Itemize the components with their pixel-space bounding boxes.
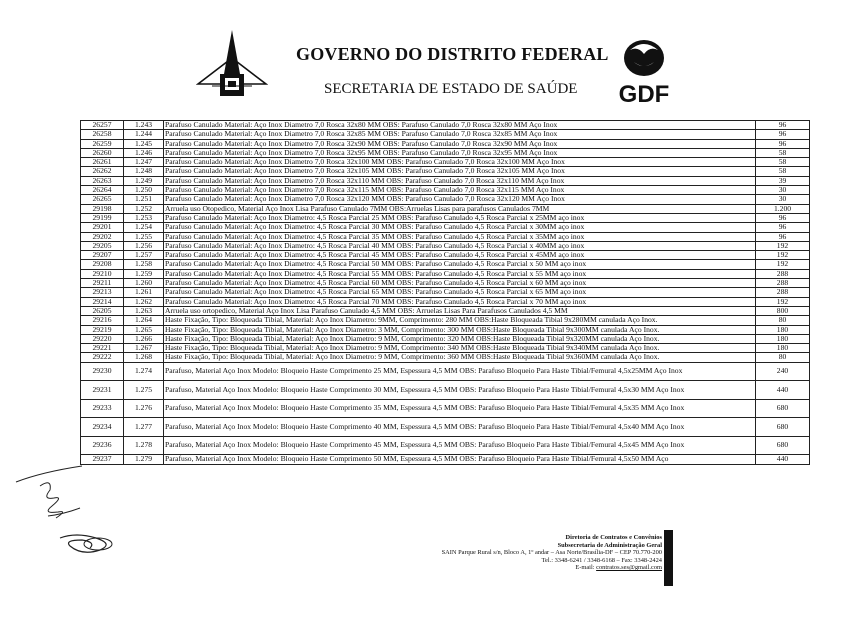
item-number-cell: 1.278	[124, 436, 164, 455]
footer-address-line: SAIN Parque Rural s/n, Bloco A, 1º andar – Asa Norte/Brasília-DF – CEP 70.770-200	[441, 549, 662, 557]
handwritten-signature	[12, 456, 92, 526]
handwritten-initials	[56, 530, 124, 556]
table-row	[81, 121, 810, 130]
item-quantity-cell: 58	[756, 167, 810, 176]
item-number-cell: 1.245	[124, 139, 164, 148]
item-quantity-cell: 30	[756, 195, 810, 204]
table-row	[81, 279, 810, 288]
item-code-cell: 29211	[81, 279, 124, 288]
item-quantity-cell: 440	[756, 455, 810, 464]
item-quantity-cell: 96	[756, 213, 810, 222]
item-description-cell: Parafuso, Material Aço Inox Modelo: Bloqueio Haste Comprimento 30 MM, Espessura 4,5 MM OBS: Parafuso Bloqueio Para Haste Tibial/Femural 4,5x30 MM Aço Inox	[164, 381, 756, 400]
table-row	[81, 167, 810, 176]
table-row	[81, 297, 810, 306]
item-code-cell: 29222	[81, 353, 124, 362]
item-code-cell: 29230	[81, 362, 124, 381]
table-row	[81, 455, 810, 464]
gdf-logo-text: GDF	[618, 81, 670, 108]
item-quantity-cell: 800	[756, 306, 810, 315]
item-code-cell: 29231	[81, 381, 124, 400]
item-quantity-cell: 440	[756, 381, 810, 400]
item-description-cell: Parafuso Canulado Material: Aço Inox Diametro: 4,5 Rosca Parcial 55 MM OBS: Parafuso Canulado 4,5 Rosca Parcial x 55 MM aço inox	[164, 269, 756, 278]
item-number-cell: 1.248	[124, 167, 164, 176]
footer-subsecretariat: Subsecretaria de Administração Geral	[557, 541, 662, 549]
item-number-cell: 1.262	[124, 297, 164, 306]
item-description-cell: Parafuso Canulado Material: Aço Inox Diametro: 4,5 Rosca Parcial 65 MM OBS: Parafuso Canulado 4,5 Rosca Parcial x 65 MM aço inox	[164, 288, 756, 297]
item-code-cell: 26263	[81, 176, 124, 185]
item-number-cell: 1.257	[124, 251, 164, 260]
footer-bar	[664, 530, 673, 586]
table-row	[81, 148, 810, 157]
footer-email-line	[390, 564, 662, 572]
item-code-cell: 29220	[81, 334, 124, 343]
item-description-cell: Haste Fixação, Tipo: Bloqueada Tibial, Material: Aço Inox Diametro: 9 MM, Comprimento: 320 MM OBS:Haste Bloqueada Tibial 9x320MM canulada Aço Inox.	[164, 334, 756, 343]
table-row	[81, 381, 810, 400]
table-row	[81, 213, 810, 222]
table-row	[81, 204, 810, 213]
table-row	[81, 139, 810, 148]
item-number-cell: 1.253	[124, 213, 164, 222]
item-code-cell: 29198	[81, 204, 124, 213]
item-quantity-cell: 58	[756, 158, 810, 167]
item-code-cell: 29210	[81, 269, 124, 278]
item-code-cell: 29213	[81, 288, 124, 297]
table-row	[81, 130, 810, 139]
item-code-cell: 26262	[81, 167, 124, 176]
item-quantity-cell: 192	[756, 297, 810, 306]
item-quantity-cell: 180	[756, 334, 810, 343]
item-number-cell: 1.247	[124, 158, 164, 167]
item-code-cell: 26265	[81, 195, 124, 204]
table-row	[81, 436, 810, 455]
item-code-cell: 29221	[81, 344, 124, 353]
item-number-cell: 1.264	[124, 316, 164, 325]
item-quantity-cell: 192	[756, 241, 810, 250]
item-number-cell: 1.279	[124, 455, 164, 464]
item-description-cell: Parafuso Canulado Material: Aço Inox Diametro: 4,5 Rosca Parcial 30 MM OBS: Parafuso Canulado 4,5 Rosca Parcial x 30MM aço inox	[164, 223, 756, 232]
item-quantity-cell: 680	[756, 399, 810, 418]
item-number-cell: 1.260	[124, 279, 164, 288]
items-table	[80, 120, 810, 465]
item-code-cell: 29219	[81, 325, 124, 334]
item-number-cell: 1.249	[124, 176, 164, 185]
table-row	[81, 353, 810, 362]
table-row	[81, 306, 810, 315]
item-quantity-cell: 96	[756, 139, 810, 148]
item-quantity-cell: 96	[756, 130, 810, 139]
item-quantity-cell: 192	[756, 251, 810, 260]
footer-email-link[interactable]: contratos.ses@gmail.com	[596, 564, 662, 572]
item-code-cell: 29236	[81, 436, 124, 455]
item-number-cell: 1.266	[124, 334, 164, 343]
footer-phone: Tel.: 3348-6241 / 3348-6168 – Fax: 3348-2424	[541, 556, 662, 564]
item-code-cell: 29208	[81, 260, 124, 269]
brasilia-emblem-logo	[196, 28, 268, 104]
item-number-cell: 1.243	[124, 121, 164, 130]
item-number-cell: 1.275	[124, 381, 164, 400]
item-description-cell: Parafuso Canulado Material: Aço Inox Diametro 7,0 Rosca 32x115 MM OBS: Parafuso Canulado 7,0 Rosca 32x115 MM Aço Inox	[164, 186, 756, 195]
item-quantity-cell: 240	[756, 362, 810, 381]
table-row	[81, 418, 810, 437]
table-row	[81, 223, 810, 232]
item-quantity-cell: 288	[756, 288, 810, 297]
footer-address	[390, 534, 662, 572]
item-quantity-cell: 680	[756, 418, 810, 437]
item-quantity-cell: 80	[756, 353, 810, 362]
item-code-cell: 26205	[81, 306, 124, 315]
item-description-cell: Arruela uso Otopedico, Material Aço Inox Lisa Parafuso Canulado 7MM OBS:Arruelas Lisas para parafusos Canulados 7MM	[164, 204, 756, 213]
item-quantity-cell: 58	[756, 148, 810, 157]
table-row	[81, 241, 810, 250]
item-number-cell: 1.258	[124, 260, 164, 269]
table-row	[81, 195, 810, 204]
gdf-logo	[604, 36, 684, 108]
item-code-cell: 26259	[81, 139, 124, 148]
item-description-cell: Parafuso Canulado Material: Aço Inox Diametro: 4,5 Rosca Parcial 40 MM OBS: Parafuso Canulado 4,5 Rosca Parcial x 40MM aço inox	[164, 241, 756, 250]
item-quantity-cell: 288	[756, 279, 810, 288]
table-row	[81, 325, 810, 334]
item-description-cell: Haste Fixação, Tipo: Bloqueada Tibial, Material: Aço Inox Diametro: 9 MM, Comprimento: 340 MM OBS:Haste Bloqueada Tibial 9x340MM canulada Aço Inox.	[164, 344, 756, 353]
item-description-cell: Arruela uso ortopedico, Material Aço Inox Lisa Parafuso Canulado 4,5 MM OBS: Arruelas Lisas Para Parafusos Canulados 4,5 MM	[164, 306, 756, 315]
item-code-cell: 29214	[81, 297, 124, 306]
table-row	[81, 344, 810, 353]
footer-email-label: E-mail:	[575, 564, 595, 572]
item-number-cell: 1.267	[124, 344, 164, 353]
item-quantity-cell: 680	[756, 436, 810, 455]
page-subtitle: SECRETARIA DE ESTADO DE SAÚDE	[324, 81, 578, 97]
item-code-cell: 29234	[81, 418, 124, 437]
item-number-cell: 1.263	[124, 306, 164, 315]
item-description-cell: Parafuso Canulado Material: Aço Inox Diametro 7,0 Rosca 32x120 MM OBS: Parafuso Canulado 7,0 Rosca 32x120 MM Aço Inox	[164, 195, 756, 204]
item-number-cell: 1.246	[124, 148, 164, 157]
table-row	[81, 334, 810, 343]
table-row	[81, 260, 810, 269]
item-number-cell: 1.261	[124, 288, 164, 297]
items-table-body	[81, 121, 810, 465]
item-number-cell: 1.251	[124, 195, 164, 204]
item-quantity-cell: 39	[756, 176, 810, 185]
item-code-cell: 26264	[81, 186, 124, 195]
item-code-cell: 29233	[81, 399, 124, 418]
item-code-cell: 29216	[81, 316, 124, 325]
item-quantity-cell: 30	[756, 186, 810, 195]
item-code-cell: 29205	[81, 241, 124, 250]
item-code-cell: 26258	[81, 130, 124, 139]
item-number-cell: 1.268	[124, 353, 164, 362]
item-description-cell: Parafuso Canulado Material: Aço Inox Diametro 7,0 Rosca 32x105 MM OBS: Parafuso Canulado 7,0 Rosca 32x105 MM Aço Inox	[164, 167, 756, 176]
table-row	[81, 316, 810, 325]
item-quantity-cell: 96	[756, 121, 810, 130]
item-quantity-cell: 180	[756, 325, 810, 334]
item-code-cell: 26261	[81, 158, 124, 167]
item-code-cell: 29201	[81, 223, 124, 232]
table-row	[81, 158, 810, 167]
item-description-cell: Parafuso Canulado Material: Aço Inox Diametro: 4,5 Rosca Parcial 25 MM OBS: Parafuso Canulado 4,5 Rosca Parcial x 25MM aço inox	[164, 213, 756, 222]
item-code-cell: 29207	[81, 251, 124, 260]
item-description-cell: Haste Fixação, Tipo: Bloqueada Tibial, Material: Aço Inox Diametro: 9MM, Comprimento: 280 MM OBS:Haste Bloqueada Tibial 9x280MM canulada Aço Inox.	[164, 316, 756, 325]
item-quantity-cell: 1.200	[756, 204, 810, 213]
item-number-cell: 1.256	[124, 241, 164, 250]
item-number-cell: 1.277	[124, 418, 164, 437]
item-quantity-cell: 180	[756, 344, 810, 353]
item-number-cell: 1.259	[124, 269, 164, 278]
item-number-cell: 1.244	[124, 130, 164, 139]
item-description-cell: Parafuso Canulado Material: Aço Inox Diametro 7,0 Rosca 32x85 MM OBS: Parafuso Canulado 7,0 Rosca 32x85 MM Aço Inox	[164, 130, 756, 139]
item-description-cell: Parafuso Canulado Material: Aço Inox Diametro 7,0 Rosca 32x80 MM OBS: Parafuso Canulado 7,0 Rosca 32x80 MM Aço Inox	[164, 121, 756, 130]
footer-directorate: Diretoria de Contratos e Convênios	[565, 534, 662, 541]
item-description-cell: Parafuso Canulado Material: Aço Inox Diametro 7,0 Rosca 32x110 MM OBS: Parafuso Canulado 7,0 Rosca 32x110 MM Aço Inox	[164, 176, 756, 185]
item-description-cell: Parafuso Canulado Material: Aço Inox Diametro 7,0 Rosca 32x95 MM OBS: Parafuso Canulado 7,0 Rosca 32x95 MM Aço Inox	[164, 148, 756, 157]
table-row	[81, 399, 810, 418]
table-row	[81, 269, 810, 278]
table-row	[81, 186, 810, 195]
item-code-cell: 29202	[81, 232, 124, 241]
item-number-cell: 1.274	[124, 362, 164, 381]
table-row	[81, 176, 810, 185]
item-description-cell: Parafuso, Material Aço Inox Modelo: Bloqueio Haste Comprimento 40 MM, Espessura 4,5 MM OBS: Parafuso Bloqueio Para Haste Tibial/Femural 4,5x40 MM Aço Inox	[164, 418, 756, 437]
item-description-cell: Parafuso Canulado Material: Aço Inox Diametro: 4,5 Rosca Parcial 50 MM OBS: Parafuso Canulado 4,5 Rosca Parcial x 50 MM aço inox	[164, 260, 756, 269]
item-number-cell: 1.252	[124, 204, 164, 213]
item-number-cell: 1.254	[124, 223, 164, 232]
item-description-cell: Parafuso Canulado Material: Aço Inox Diametro: 4,5 Rosca Parcial 45 MM OBS: Parafuso Canulado 4,5 Rosca Parcial x 45MM aço inox	[164, 251, 756, 260]
item-code-cell: 26260	[81, 148, 124, 157]
table-row	[81, 362, 810, 381]
item-description-cell: Haste Fixação, Tipo: Bloqueada Tibial, Material: Aço Inox Diametro: 3 MM, Comprimento: 300 MM OBS:Haste Bloqueada Tibial 9x300MM canulada Aço Inox.	[164, 325, 756, 334]
item-number-cell: 1.276	[124, 399, 164, 418]
item-code-cell: 29237	[81, 455, 124, 464]
table-row	[81, 288, 810, 297]
item-code-cell: 26257	[81, 121, 124, 130]
item-description-cell: Parafuso Canulado Material: Aço Inox Diametro: 4,5 Rosca Parcial 70 MM OBS: Parafuso Canulado 4,5 Rosca Parcial x 70 MM aço inox	[164, 297, 756, 306]
item-quantity-cell: 80	[756, 316, 810, 325]
item-description-cell: Parafuso, Material Aço Inox Modelo: Bloqueio Haste Comprimento 45 MM, Espessura 4,5 MM OBS: Parafuso Bloqueio Para Haste Tibial/Femural 4,5x45 MM Aço Inox	[164, 436, 756, 455]
item-number-cell: 1.250	[124, 186, 164, 195]
page-title: GOVERNO DO DISTRITO FEDERAL	[296, 44, 609, 64]
item-description-cell: Parafuso, Material Aço Inox Modelo: Bloqueio Haste Comprimento 50 MM, Espessura 4,5 MM OBS: Parafuso Bloqueio Para Haste Tibial/Femural 4,5x50 MM Aço	[164, 455, 756, 464]
item-quantity-cell: 288	[756, 269, 810, 278]
item-description-cell: Haste Fixação, Tipo: Bloqueada Tibial, Material: Aço Inox Diametro: 9 MM, Comprimento: 360 MM OBS:Haste Bloqueada Tibial 9x360MM canulada Aço Inox.	[164, 353, 756, 362]
item-quantity-cell: 192	[756, 260, 810, 269]
item-quantity-cell: 96	[756, 232, 810, 241]
item-quantity-cell: 96	[756, 223, 810, 232]
item-description-cell: Parafuso, Material Aço Inox Modelo: Bloqueio Haste Comprimento 35 MM, Espessura 4,5 MM OBS: Parafuso Bloqueio Para Haste Tibial/Femural 4,5x35 MM Aço Inox	[164, 399, 756, 418]
item-code-cell: 29199	[81, 213, 124, 222]
item-description-cell: Parafuso Canulado Material: Aço Inox Diametro 7,0 Rosca 32x100 MM OBS: Parafuso Canulado 7,0 Rosca 32x100 MM Aço Inox	[164, 158, 756, 167]
item-number-cell: 1.255	[124, 232, 164, 241]
table-row	[81, 232, 810, 241]
item-description-cell: Parafuso Canulado Material: Aço Inox Diametro: 4,5 Rosca Parcial 60 MM OBS: Parafuso Canulado 4,5 Rosca Parcial x 60 MM aço inox	[164, 279, 756, 288]
item-description-cell: Parafuso Canulado Material: Aço Inox Diametro 7,0 Rosca 32x90 MM OBS: Parafuso Canulado 7,0 Rosca 32x90 MM Aço Inox	[164, 139, 756, 148]
item-number-cell: 1.265	[124, 325, 164, 334]
item-description-cell: Parafuso Canulado Material: Aço Inox Diametro: 4,5 Rosca Parcial 35 MM OBS: Parafuso Canulado 4,5 Rosca Parcial x 35MM aço inox	[164, 232, 756, 241]
table-row	[81, 251, 810, 260]
item-description-cell: Parafuso, Material Aço Inox Modelo: Bloqueio Haste Comprimento 25 MM, Espessura 4,5 MM OBS: Parafuso Bloqueio Para Haste Tibial/Femural 4,5x25MM Aço Inox	[164, 362, 756, 381]
